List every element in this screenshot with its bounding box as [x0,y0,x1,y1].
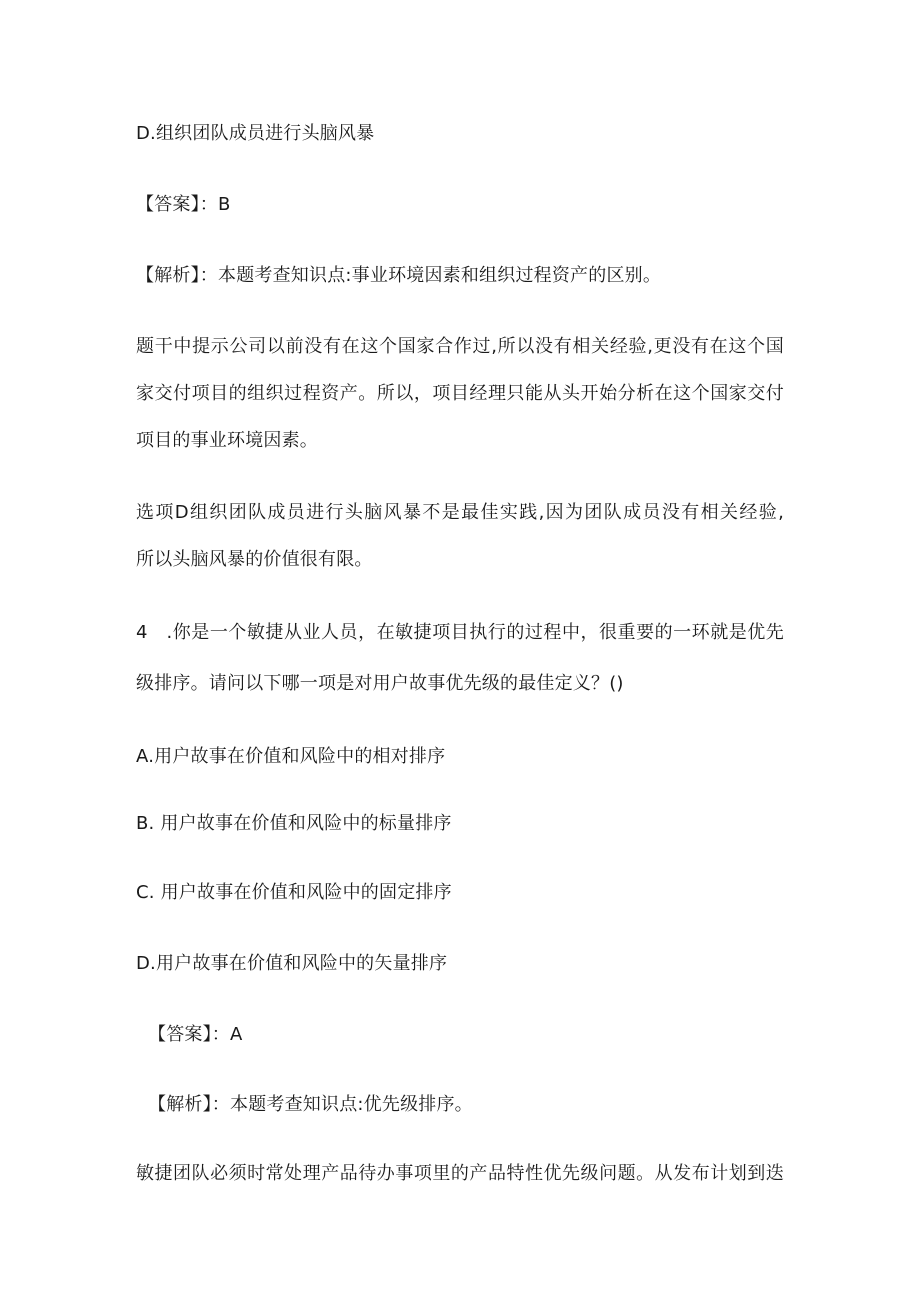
q3-paragraph-line: 项目的事业环境因素。 [136,430,318,451]
q3-analysis: 【解析】：本题考查知识点:事业环境因素和组织过程资产的区别。 [136,265,662,286]
q3-paragraph-line: 题干中提示公司以前没有在这个国家合作过,所以没有相关经验,更没有在这个国 [136,336,784,357]
q4-paragraph-line: 敏捷团队必须时常处理产品待办事项里的产品特性优先级问题。从发布计划到迭 [136,1163,784,1184]
q4-option-c: C. 用户故事在价值和风险中的固定排序 [136,882,452,903]
q3-paragraph-line: 所以头脑风暴的价值很有限。 [136,549,373,570]
q3-option-d: D.组织团队成员进行头脑风暴 [136,123,375,144]
q4-option-b: B. 用户故事在价值和风险中的标量排序 [136,813,452,834]
q4-option-a: A.用户故事在价值和风险中的相对排序 [136,746,446,767]
q4-analysis: 【解析】：本题考查知识点:优先级排序。 [148,1094,473,1115]
q4-stem-line: 级排序。请问以下哪一项是对用户故事优先级的最佳定义？() [136,673,624,694]
q4-answer: 【答案】：A [148,1024,243,1045]
q4-stem-line: 4 .你是一个敏捷从业人员，在敏捷项目执行的过程中，很重要的一环就是优先 [136,622,784,643]
q4-option-d: D.用户故事在价值和风险中的矢量排序 [136,953,448,974]
q3-paragraph-line: 家交付项目的组织过程资产。所以，项目经理只能从头开始分析在这个国家交付 [136,383,784,404]
q3-answer: 【答案】：B [136,194,231,215]
q3-paragraph-line: 选项D组织团队成员进行头脑风暴不是最佳实践,因为团队成员没有相关经验, [136,502,784,523]
